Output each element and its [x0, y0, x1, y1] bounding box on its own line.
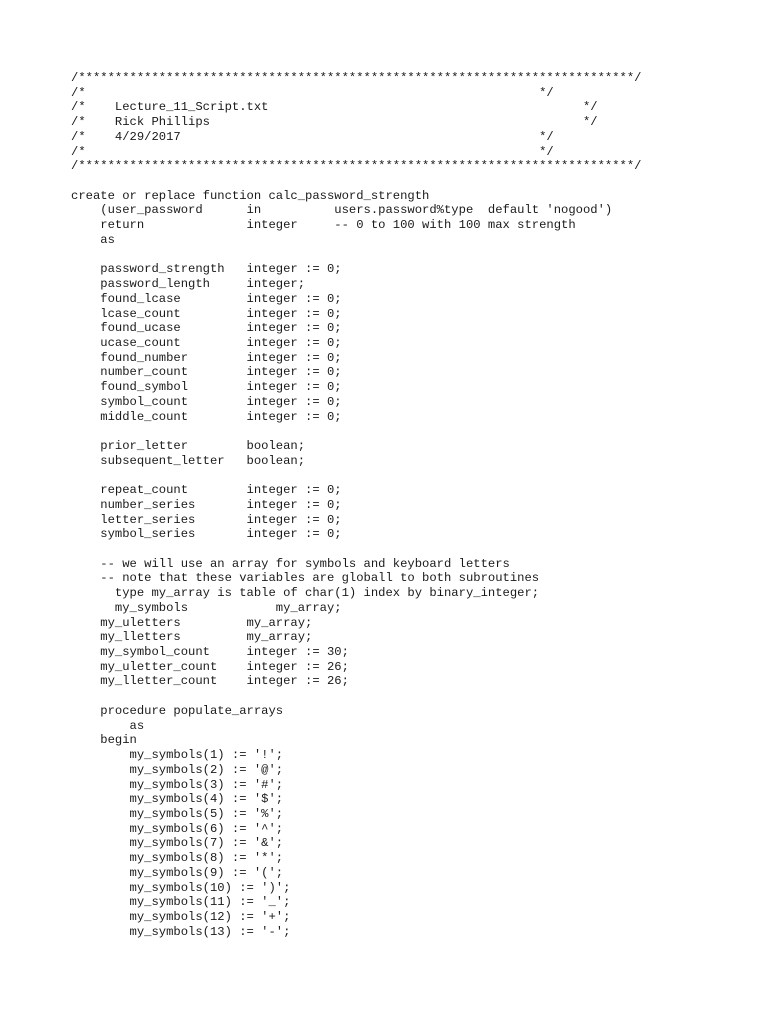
code-line: as	[71, 718, 145, 733]
code-line: create or replace function calc_password_strength	[71, 188, 430, 203]
code-line: my_symbols(3) := '#';	[71, 777, 284, 792]
code-line: -- note that these variables are globall to both subroutines	[71, 571, 540, 586]
code-line: my_symbols my_array;	[71, 600, 342, 615]
code-line: subsequent_letter boolean;	[71, 453, 306, 468]
code-line: my_symbols(6) := '^';	[71, 821, 284, 836]
code-line: procedure populate_arrays	[71, 703, 284, 718]
code-line: /* 4/29/2017 */	[71, 129, 554, 144]
code-line: found_lcase integer := 0;	[71, 291, 342, 306]
code-line: my_symbols(10) := ')';	[71, 880, 291, 895]
code-line: /* */	[71, 144, 554, 159]
code-line: my_symbols(5) := '%';	[71, 806, 284, 821]
code-line: /* Lecture_11_Script.txt */	[71, 100, 598, 115]
code-line: return integer -- 0 to 100 with 100 max strength	[71, 218, 576, 233]
code-line: found_symbol integer := 0;	[71, 380, 342, 395]
code-line: found_number integer := 0;	[71, 350, 342, 365]
code-line: my_uletter_count integer := 26;	[71, 659, 349, 674]
code-line: repeat_count integer := 0;	[71, 483, 342, 498]
code-line	[71, 542, 641, 557]
code-line: my_symbols(11) := '_';	[71, 895, 291, 910]
code-line: my_symbols(2) := '@';	[71, 762, 284, 777]
code-line: lcase_count integer := 0;	[71, 306, 342, 321]
code-line: my_symbol_count integer := 30;	[71, 645, 349, 660]
code-line	[71, 689, 641, 704]
code-line: symbol_count integer := 0;	[71, 394, 342, 409]
code-line: my_lletter_count integer := 26;	[71, 674, 349, 689]
code-line: /* */	[71, 85, 554, 100]
code-line: number_count integer := 0;	[71, 365, 342, 380]
code-line: -- we will use an array for symbols and keyboard letters	[71, 556, 510, 571]
code-line: number_series integer := 0;	[71, 497, 342, 512]
code-line: ucase_count integer := 0;	[71, 335, 342, 350]
code-line: my_symbols(8) := '*';	[71, 851, 284, 866]
code-line: begin	[71, 733, 137, 748]
code-line: type my_array is table of char(1) index by binary_integer;	[71, 586, 540, 601]
code-line: password_length integer;	[71, 277, 306, 292]
code-line: password_strength integer := 0;	[71, 262, 342, 277]
code-line: my_lletters my_array;	[71, 630, 313, 645]
code-line: my_symbols(13) := '-';	[71, 924, 291, 939]
code-line: my_uletters my_array;	[71, 615, 313, 630]
code-line: prior_letter boolean;	[71, 438, 306, 453]
code-line: my_symbols(4) := '$';	[71, 792, 284, 807]
code-line: /****************************************************************************/	[71, 159, 642, 174]
code-line: symbol_series integer := 0;	[71, 527, 342, 542]
code-line: /* Rick Phillips */	[71, 115, 598, 130]
code-line: my_symbols(7) := '&';	[71, 836, 284, 851]
code-line: /****************************************************************************/	[71, 71, 642, 85]
code-line	[71, 424, 641, 439]
code-line: my_symbols(12) := '+';	[71, 909, 291, 924]
code-line	[71, 468, 641, 483]
code-line: found_ucase integer := 0;	[71, 321, 342, 336]
code-line: my_symbols(1) := '!';	[71, 748, 284, 763]
code-line: (user_password in users.password%type default 'nogood')	[71, 203, 613, 218]
code-line: my_symbols(9) := '(';	[71, 865, 284, 880]
code-line: middle_count integer := 0;	[71, 409, 342, 424]
script-text	[71, 71, 641, 939]
code-line: letter_series integer := 0;	[71, 512, 342, 527]
code-line: as	[71, 232, 115, 247]
code-line	[71, 248, 641, 263]
code-line	[71, 174, 641, 189]
